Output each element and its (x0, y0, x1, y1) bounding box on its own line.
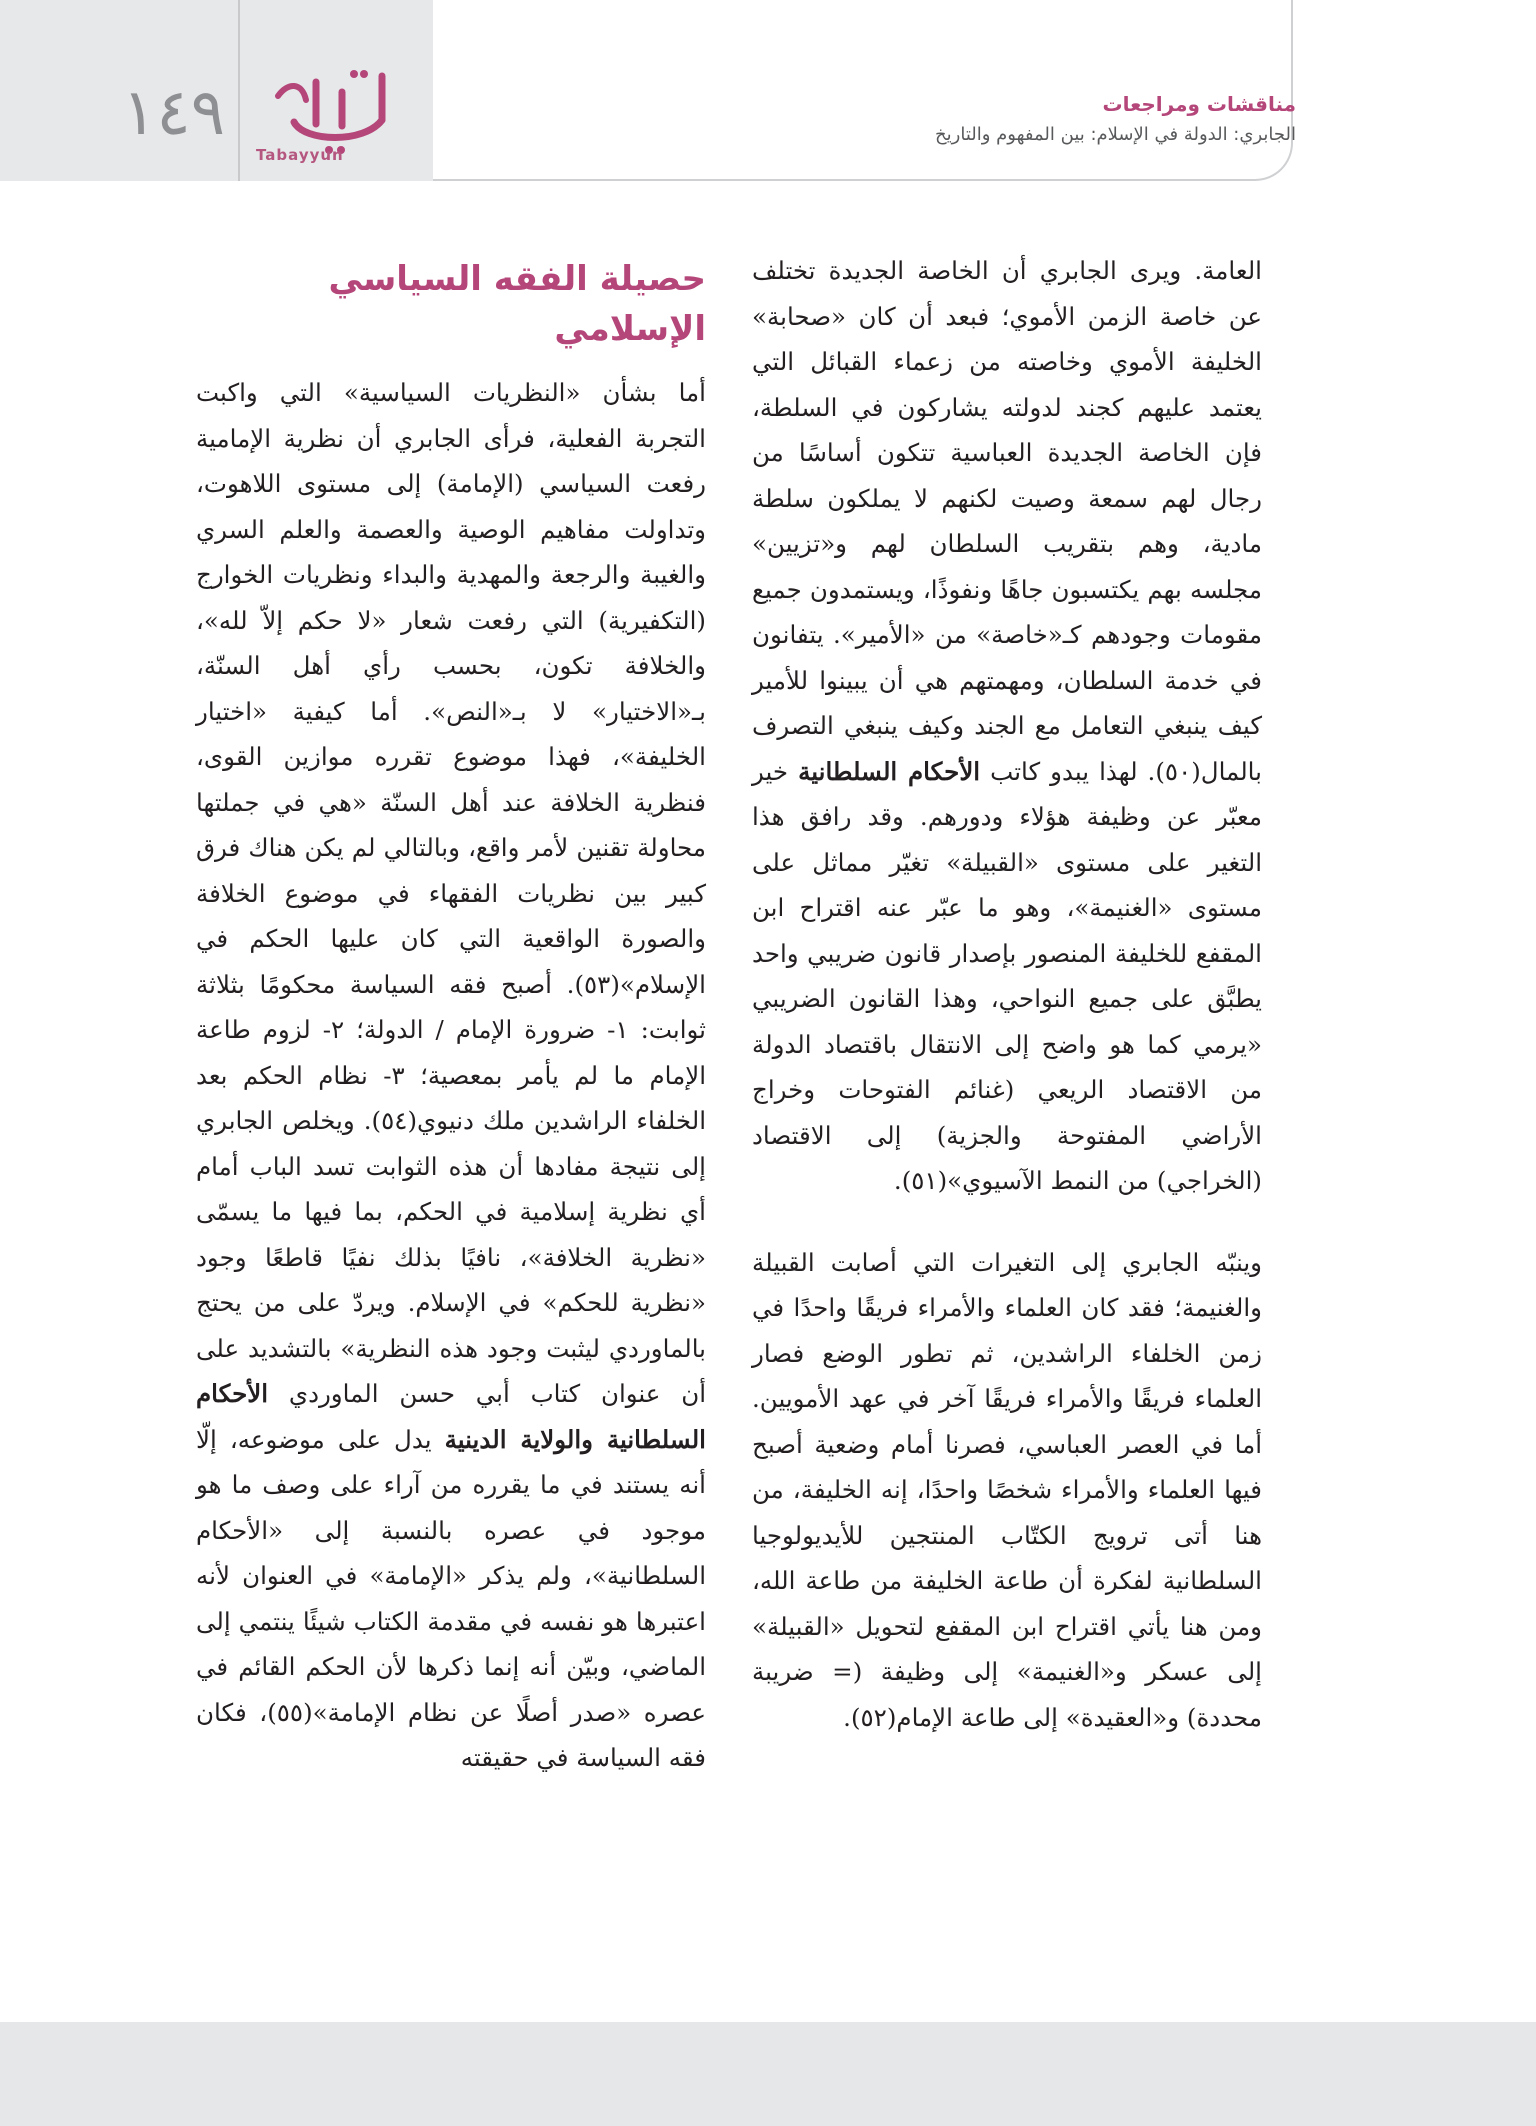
paragraph (196, 370, 706, 1781)
book-title-bold: الأحكام السلطانية (798, 756, 981, 786)
section-heading: حصيلة الفقه السياسي الإسلامي (328, 259, 706, 349)
header-frame (433, 0, 1293, 181)
header-divider (238, 0, 240, 181)
book-title-bold: الأحكام السلطانية والولاية الدينية (196, 1379, 706, 1454)
logo-wordmark: Tabayyun (256, 146, 344, 164)
section-title: مناقشات ومراجعات (1102, 92, 1296, 116)
text-run: يدل على موضوعه، إلّا أنه يستند في ما يقرره من آراء على وصف ما هو موجود في عصره بالنسبة إلى «الأحكام السلطانية»، ولم يذكر «الإمامة» في العنوان لأنه اعتبرها هو نفسه في مقدمة الكتاب شيئًا ينتمي إلى الماضي، وبيّن أنه إنما ذكرها لأن الحكم القائم في عصره «صدر أصلًا عن نظام الإمامة»(٥٥)، فكان فقه السياسة في حقيقته (196, 1424, 706, 1772)
running-article-title: الجابري: الدولة في الإسلام: بين المفهوم والتاريخ (935, 124, 1296, 145)
text-run: أما بشأن «النظريات السياسية» التي واكبت التجربة الفعلية، فرأى الجابري أن نظرية الإمامية رفعت السياسي (الإمامة) إلى مستوى اللاهوت، وتداولت مفاهيم الوصية والعصمة والعلم السري والغيبة والرجعة والمهدية والبداء ونظريات الخوارج (التكفيرية) التي رفعت شعار «لا حكم إلاّ لله»، والخلافة تكون، بحسب رأي أهل السنّة، بـ«الاختيار» لا بـ«النص». أما كيفية «اختيار الخليفة»، فهذا موضوع تقرره موازين القوى، فنظرية الخلافة عند أهل السنّة «هي في جملتها محاولة تقنين لأمر واقع، وبالتالي لم يكن هناك فرق كبير بين نظريات الفقهاء في موضوع الخلافة والصورة الواقعية التي كان عليها الحكم في الإسلام»(٥٣). أصبح فقه السياسة محكومًا بثلاثة ثوابت: ١- ضرورة الإمام / الدولة؛ ٢- لزوم طاعة الإمام ما لم يأمر بمعصية؛ ٣- نظام الحكم بعد الخلفاء الراشدين ملك دنيوي(٥٤). ويخلص الجابري إلى نتيجة مفادها أن هذه الثوابت تسد الباب أمام أي نظرية إسلامية في الحكم، بما فيها ما يسمّى «نظرية الخلافة»، نافيًا بذلك نفيًا قاطعًا وجود «نظرية للحكم» في الإسلام. ويردّ على من يحتج بالماوردي ليثبت وجود هذه النظرية» بالتشديد على أن عنوان كتاب أبي حسن الماوردي (196, 378, 707, 1408)
footer-band (0, 2022, 1536, 2126)
text-run: العامة. ويرى الجابري أن الخاصة الجديدة تختلف عن خاصة الزمن الأموي؛ فبعد أن كان «صحابة» الخليفة الأموي وخاصته من زعماء القبائل التي يعتمد عليهم كجند لدولته يشاركون في السلطة، فإن الخاصة الجديدة العباسية تتكون أساسًا من رجال لهم سمعة وصيت لكنهم لا يملكون سلطة مادية، وهم بتقريب السلطان لهم و«تزيين» مجلسه بهم يكتسبون جاهًا ونفوذًا، ويستمدون جميع مقومات وجودهم كـ«خاصة» من «الأمير». يتفانون في خدمة السلطان، ومهمتهم هي أن يبينوا للأمير كيف ينبغي التعامل مع الجند وكيف ينبغي التصرف بالمال(٥٠). لهذا يبدو كاتب (752, 256, 1262, 786)
paragraph: وينبّه الجابري إلى التغيرات التي أصابت القبيلة والغنيمة؛ فقد كان العلماء والأمراء فريقًا واحدًا في زمن الخلفاء الراشدين، ثم تطور الوضع فصار العلماء فريقًا والأمراء فريقًا آخر في عهد الأمويين. أما في العصر العباسي، فصرنا أمام وضعية أصبح فيها العلماء والأمراء شخصًا واحدًا، إنه الخليفة، من هنا أتى ترويج الكتّاب المنتجين للأيديولوجيا السلطانية لفكرة أن طاعة الخليفة من طاعة الله، ومن هنا يأتي اقتراح ابن المقفع لتحويل «القبيلة» إلى عسكر و«الغنيمة» إلى وظيفة (= ضريبة محددة) و«العقيدة» إلى طاعة الإمام(٥٢). (752, 1247, 1262, 1732)
paragraph-gap (752, 1204, 1262, 1240)
tabayyun-logo-icon (254, 62, 414, 158)
paragraph (752, 248, 1262, 1204)
text-run: خير معبّر عن وظيفة هؤلاء ودورهم. وقد رافق هذا التغير على مستوى «القبيلة» تغيّر مماثل على مستوى «الغنيمة»، وهو ما عبّر عنه اقتراح ابن المقفع للخليفة المنصور بإصدار قانون ضريبي واحد يطبَّق على جميع النواحي، وهذا القانون الضريبي «يرمي كما هو واضح إلى الانتقال باقتصاد الدولة من الاقتصاد الريعي (غنائم الفتوحات وخراج الأراضي المفتوحة والجزية) إلى الاقتصاد (الخراجي) من النمط الآسيوي»(٥١). (752, 756, 1262, 1195)
page-number: ١٤٩ (122, 76, 226, 150)
left-column (196, 248, 706, 1781)
right-column (752, 248, 1262, 1740)
